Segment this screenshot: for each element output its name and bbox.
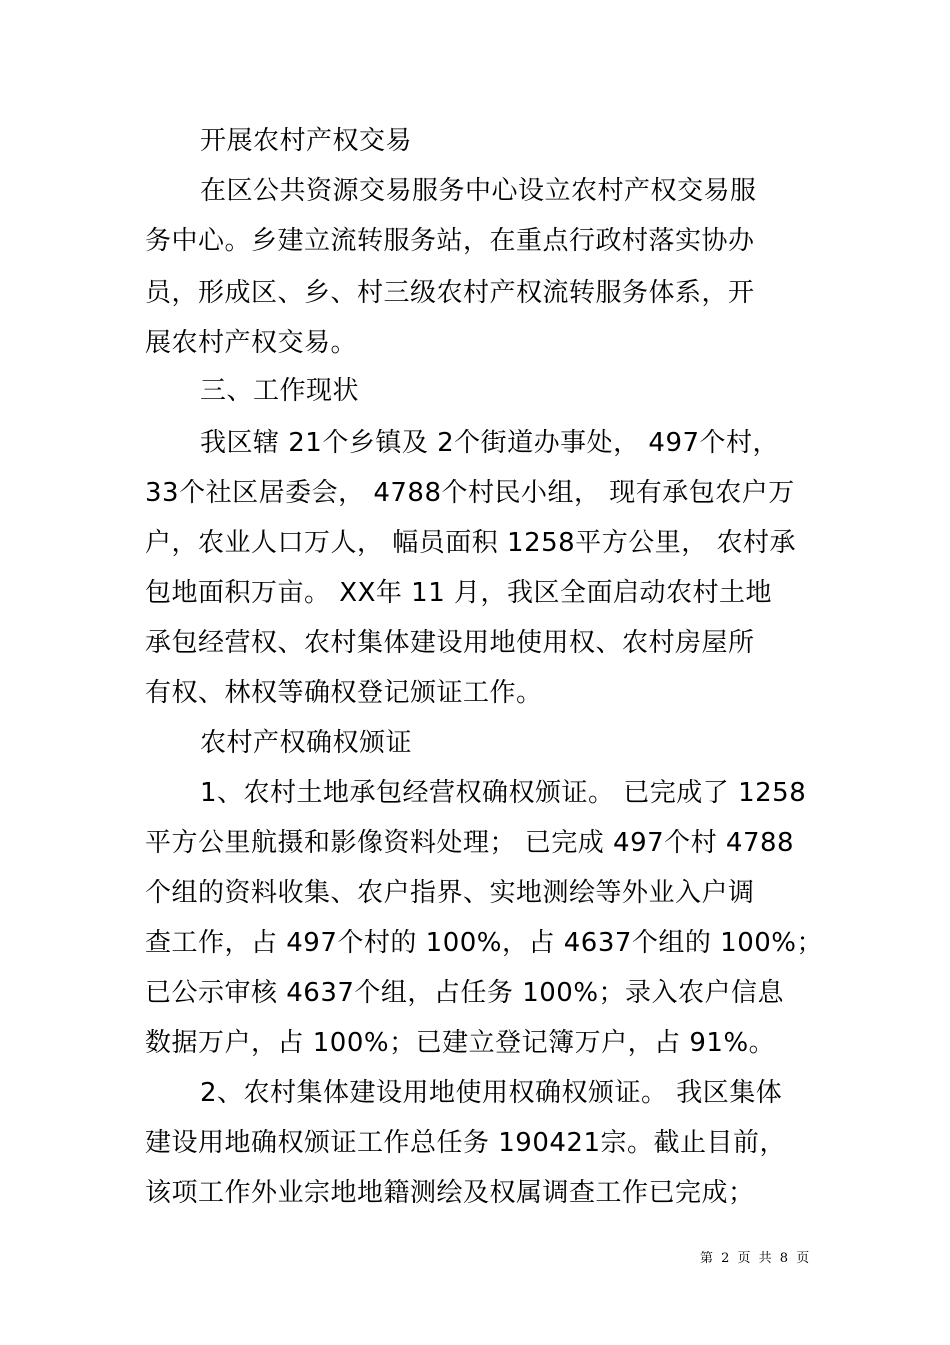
paragraph-line: 该项工作外业宗地地籍测绘及权属调查工作已完成； <box>145 1178 755 1208</box>
paragraph-line: 包地面积万亩。 XX年 11 月，我区全面启动农村土地 <box>145 578 773 608</box>
paragraph-line: 查工作，占 497个村的 100%，占 4637个组的 100%； <box>145 928 824 958</box>
paragraph-line: 户，农业人口万人， 幅员面积 1258平方公里， 农村承 <box>145 528 796 558</box>
page-number-footer: 第 2 页 共 8 页 <box>700 1251 812 1266</box>
paragraph-line: 建设用地确权颁证工作总任务 190421宗。截止目前， <box>145 1128 787 1158</box>
paragraph-line: 1、农村土地承包经营权确权颁证。 已完成了 1258 <box>200 778 807 808</box>
section-heading: 三、工作现状 <box>200 376 360 406</box>
paragraph-line: 在区公共资源交易服务中心设立农村产权交易服 <box>200 176 757 206</box>
paragraph-line: 已公示审核 4637个组，占任务 100%；录入农户信息 <box>145 978 785 1008</box>
paragraph-line: 数据万户，占 100%；已建立登记簿万户，占 91%。 <box>145 1028 776 1058</box>
paragraph-line: 个组的资料收集、农户指界、实地测绘等外业入户调 <box>145 878 755 908</box>
paragraph-line: 务中心。乡建立流转服务站，在重点行政村落实协办 <box>145 226 755 256</box>
paragraph-line: 展农村产权交易。 <box>145 328 358 358</box>
paragraph-line: 我区辖 21个乡镇及 2个街道办事处， 497个村， <box>200 428 780 458</box>
paragraph-line: 有权、林权等确权登记颁证工作。 <box>145 678 543 708</box>
section-heading: 开展农村产权交易 <box>200 126 413 156</box>
paragraph-line: 33个社区居委会， 4788个村民小组， 现有承包农户万 <box>145 478 795 508</box>
paragraph-line: 2、农村集体建设用地使用权确权颁证。 我区集体 <box>200 1078 783 1108</box>
paragraph-line: 员，形成区、乡、村三级农村产权流转服务体系，开 <box>145 278 755 308</box>
paragraph-line: 承包经营权、农村集体建设用地使用权、农村房屋所 <box>145 628 755 658</box>
paragraph-line: 平方公里航摄和影像资料处理； 已完成 497个村 4788 <box>145 828 795 858</box>
section-heading: 农村产权确权颁证 <box>200 728 413 758</box>
